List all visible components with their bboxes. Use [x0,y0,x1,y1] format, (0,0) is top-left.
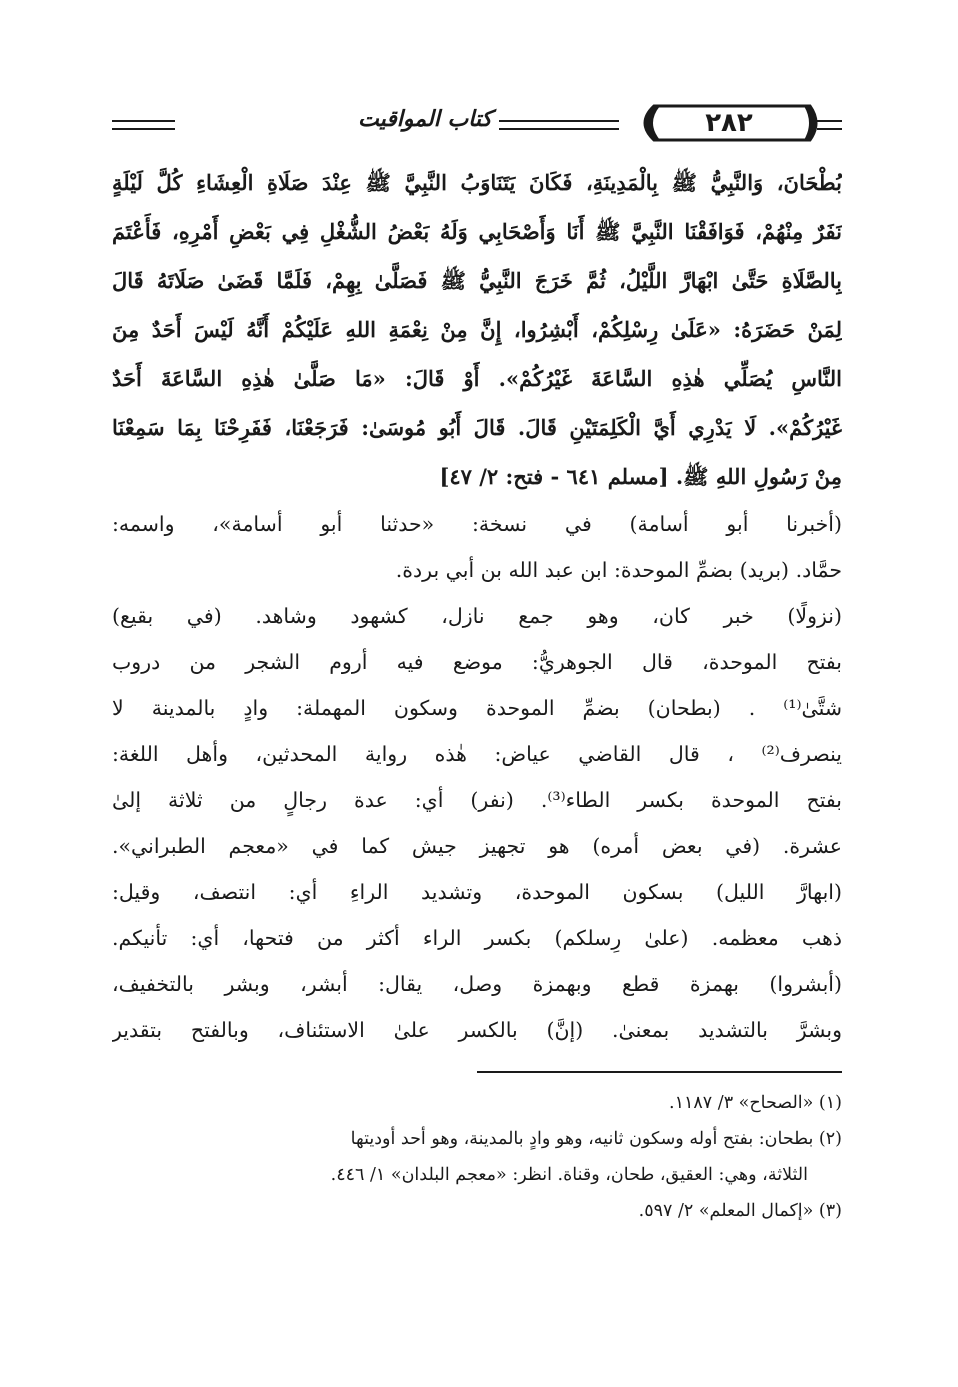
footnote-continuation: الثلاثة، وهي: العقيق، طحان، وقناة. انظر: «معجم البلدان» ١/ ٤٤٦. [330,1165,808,1185]
footnote: (١) «الصحاح» ٣/ ١١٨٧. [669,1093,842,1113]
page-header [112,98,842,158]
book-page [112,98,842,1318]
commentary-line: (أخبرنا أبو أسامة) في نسخة: «حدثنا أبو أسامة»، واسمه: [112,512,842,536]
commentary-line: (ابهارَّ الليل) بسكون الموحدة، وتشديد الراءِ أي: انتصف، وقيل: [112,880,842,904]
hadith-line: غَيْرُكُمْ». لَا يَدْرِي أَيَّ الْكَلِمَتَيْنِ قَالَ. قَالَ أَبُو مُوسَىٰ: فَرَجَعْنَا، فَفَرِحْنَا بِمَا سَمِعْنَا [112,415,842,440]
footnotes [112,1085,842,1229]
page-number: ٢٨٢ [705,108,753,138]
hadith-line: بِالصَّلَاةِ حَتَّىٰ ابْهَارَّ اللَّيْلُ، ثُمَّ خَرَجَ النَّبِيُّ ﷺ فَصَلَّىٰ بِهِمْ، فَلَمَّا قَضَىٰ صَلَاتَهُ قَالَ [112,268,842,293]
commentary-line: وبشرَّ بالتشديد بمعنىٰ. (إنَّ) بالكسر علىٰ الاستئناف، وبالفتح بتقدير [112,1018,842,1042]
commentary-text [112,501,842,1053]
commentary-line: (أبشروا) بهمزة قطع وبهمزة وصل، يقال: أبشر، وبشر بالتخفيف، [112,972,842,996]
page-number-badge [634,104,824,142]
hadith-text [112,158,842,501]
commentary-line: بفتح الموحدة بكسر الطاء⁽³⁾. (نفر) أي: عدة رجالٍ من ثلاثة إلىٰ [112,788,842,812]
commentary-line: ذهب معظمه. (علىٰ رِسلكم) بكسر الراء أكثر من فتحها، أي: تأنيكم. [112,926,842,950]
hadith-line: النَّاسِ يُصَلِّي هٰذِهِ السَّاعَةَ غَيْرُكُمْ». أَوْ قَالَ: «مَا صَلَّىٰ هٰذِهِ السَّاعَةَ أَحَدٌ [112,366,842,391]
footnote: (٢) بطحان: بفتح أوله وسكون ثانيه، وهو وادٍ بالمدينة، وهو أحد أوديتها [350,1129,842,1149]
commentary-line: عشرة. (في بعض أمره) هو تجهيز جيش كما في «معجم الطبراني». [112,834,842,858]
hadith-line: مِنْ رَسُولِ اللهِ ﷺ. [مسلم ٦٤١ - فتح: ٢/ ٤٧] [439,464,842,489]
footnote: (٣) «إكمال المعلم» ٢/ ٥٩٧. [638,1201,842,1221]
commentary-line: بفتح الموحدة، قال الجوهريُّ: موضع فيه أروم الشجر من دروب [112,650,842,674]
commentary-line: شتَّىٰ⁽¹⁾ . (بطحان) بضمِّ الموحدة وسكون المهملة: وادٍ بالمدينة لا [112,696,842,720]
footnote-separator [112,1071,842,1077]
commentary-line: ينصرف⁽²⁾ ، قال القاضي عياض: هٰذه رواية المحدثين، وأهل اللغة: [112,742,842,766]
book-title: كتاب المواقيت [358,106,492,132]
header-rule-left [112,120,175,130]
commentary-line: حمَّاد. (بريد) بضمِّ الموحدة: ابن عبد الله بن أبي بردة. [395,558,842,582]
header-rule-middle [499,120,619,130]
commentary-line: (نزولًا) خبر كان، وهو جمع نازل، كشهود وشاهد. (في بقيع) [112,604,842,628]
hadith-line: لِمَنْ حَضَرَهُ: «عَلَىٰ رِسْلِكُمْ، أَبْشِرُوا، إِنَّ مِنْ نِعْمَةِ اللهِ عَلَيْكُمْ أَنَّهُ لَيْسَ أَحَدٌ مِنَ [112,317,842,342]
hadith-line: نَفَرٌ مِنْهُمْ، فَوَافَقْنَا النَّبِيَّ ﷺ أَنَا وَأَصْحَابِي وَلَهُ بَعْضُ الشُّغْلِ فِي بَعْضِ أَمْرِهِ، فَأَعْتَمَ [112,219,842,244]
hadith-line: بُطْحَانَ، وَالنَّبِيُّ ﷺ بِالْمَدِينَةِ، فَكَانَ يَتَنَاوَبُ النَّبِيَّ ﷺ عِنْدَ صَلَاةِ الْعِشَاءِ كُلَّ لَيْلَةٍ [112,170,842,195]
